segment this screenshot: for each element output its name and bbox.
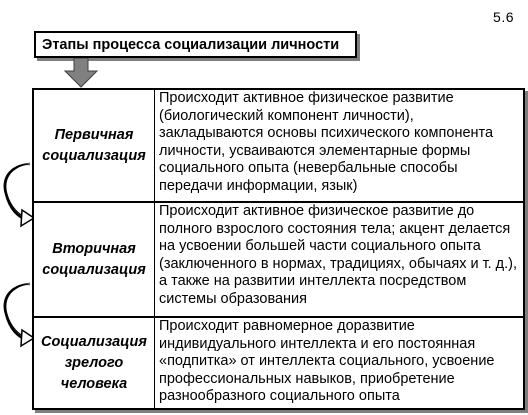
stage-description: Происходит равномерное доразвитие индивидуального интеллекта и его постоянная «подпитка» от интеллекта социального, усвоение профессиональных навыков, приобретение разнообразного социального опыта	[159, 318, 495, 404]
stage-name-line: Вторичная	[52, 240, 136, 257]
stage-name-line: человека	[60, 375, 128, 392]
stage-row	[34, 316, 523, 408]
stage-row	[34, 90, 523, 201]
stage-name	[34, 90, 155, 201]
down-arrow-icon	[64, 58, 98, 88]
stage-name-line: социализация	[42, 261, 146, 278]
stage-name-line: Первичная	[54, 126, 134, 143]
stage-name-line: социализация	[42, 147, 146, 164]
stages-table	[32, 88, 525, 410]
stage-row	[34, 201, 523, 316]
stage-description: Происходит активное физическое развитие до полного взрослого состояния тела; акцент делается на усвоении большей части социального опыта (заключенного в нормах, традициях, обычаях и т. д.), а также на развитии интеллекта посредством системы образования	[159, 203, 518, 307]
stage-name-line: Социализация	[41, 333, 147, 350]
stage-name-line: зрелого	[64, 354, 124, 371]
curved-arrow-icon	[0, 158, 36, 238]
diagram-title-text: Этапы процесса социализации личности	[42, 36, 340, 53]
stage-description: Происходит активное физическое развитие (биологический компонент личности), закладываются основы психического компонента личности, усваиваются элементарные формы социального опыта (невербальные способы передачи информации, язык)	[159, 90, 494, 194]
stage-name	[34, 318, 155, 408]
stage-name	[34, 203, 155, 316]
slide-number: 5.6	[493, 9, 514, 25]
diagram-title	[34, 31, 357, 58]
curved-arrow-icon	[0, 278, 36, 358]
